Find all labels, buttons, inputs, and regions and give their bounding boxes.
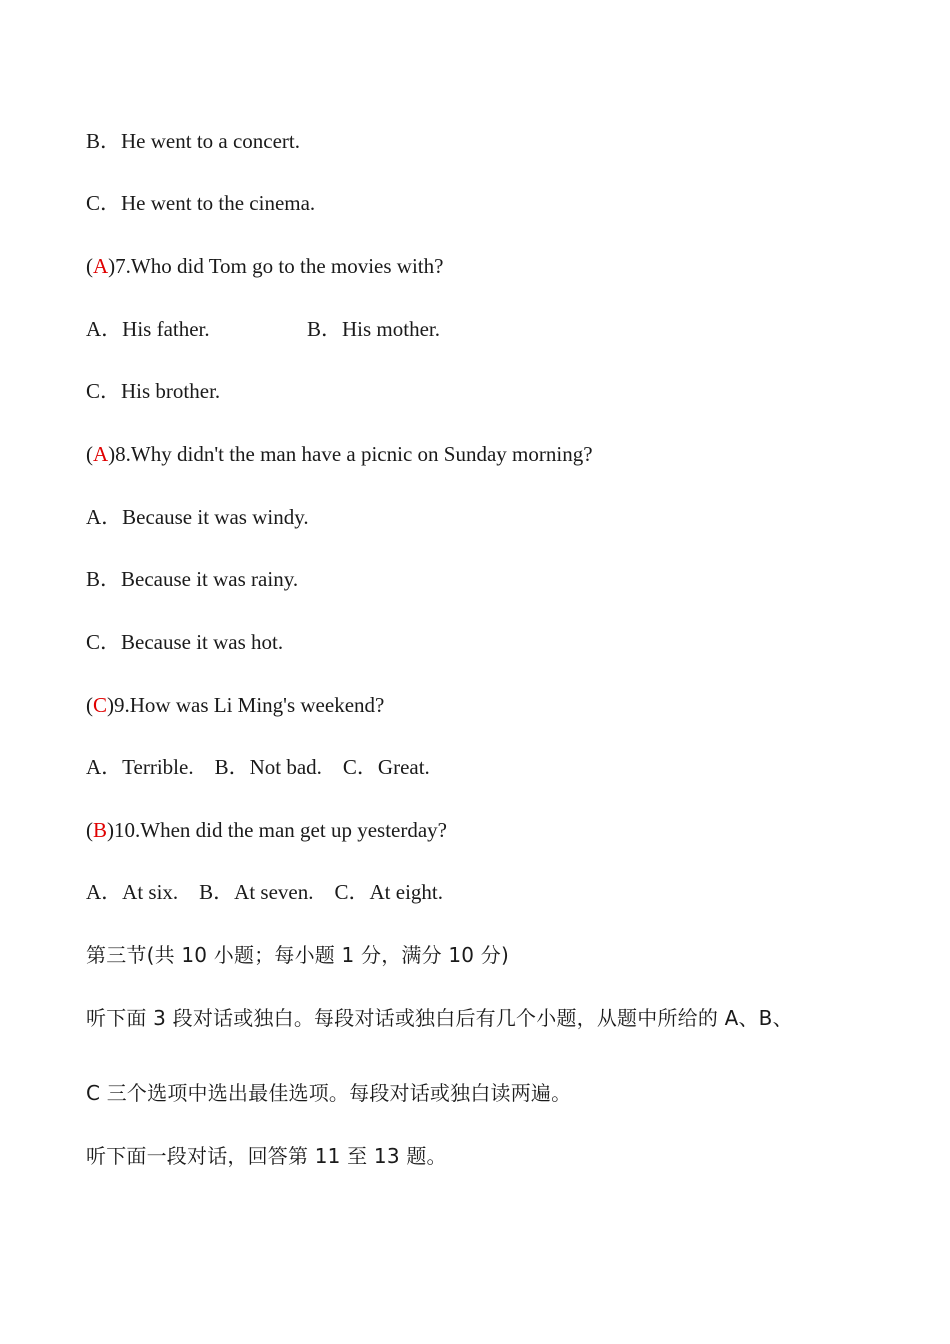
answer-7: A [93, 254, 109, 278]
q7-option-b: B．His mother. [307, 317, 441, 341]
paren-close: ) [107, 818, 115, 842]
question-8-stem: 8.Why didn't the man have a picnic on Sunday morning? [115, 442, 593, 466]
answer-8: A [93, 442, 109, 466]
paren-open: ( [86, 254, 93, 278]
section-instruction-line-2: C 三个选项中选出最佳选项。每段对话或独白读两遍。 [86, 1081, 572, 1105]
paren-close: ) [107, 693, 115, 717]
q9-options: A．Terrible. B．Not bad. C．Great. [86, 755, 430, 779]
q10-options: A．At six. B．At seven. C．At eight. [86, 880, 443, 904]
answer-9: C [93, 693, 108, 717]
q8-option-b: B．Because it was rainy. [86, 567, 299, 591]
section-instruction-line-1: 听下面 3 段对话或独白。每段对话或独白后有几个小题，从题中所给的 A、B、 [86, 1006, 793, 1030]
question-7 [86, 252, 443, 280]
question-10-stem: 10.When did the man get up yesterday? [114, 818, 447, 842]
question-8 [86, 440, 593, 468]
question-10 [86, 816, 447, 844]
q7-option-c: C．His brother. [86, 379, 221, 403]
question-9 [86, 691, 384, 719]
q8-option-a: A．Because it was windy. [86, 505, 309, 529]
section-heading: 第三节(共 10 小题；每小题 1 分，满分 10 分) [86, 943, 509, 967]
q8-option-c: C．Because it was hot. [86, 630, 284, 654]
option-b-q6: B．He went to a concert. [86, 129, 301, 153]
dialogue-prompt: 听下面一段对话，回答第 11 至 13 题。 [86, 1144, 447, 1168]
paren-open: ( [86, 693, 93, 717]
paren-open: ( [86, 818, 93, 842]
answer-10: B [93, 818, 108, 842]
q7-option-a: A．His father. [86, 317, 210, 341]
question-9-stem: 9.How was Li Ming's weekend? [114, 693, 385, 717]
paren-close: ) [108, 254, 116, 278]
paren-open: ( [86, 442, 93, 466]
question-7-stem: 7.Who did Tom go to the movies with? [115, 254, 444, 278]
option-c-q6: C．He went to the cinema. [86, 191, 316, 215]
paren-close: ) [108, 442, 116, 466]
q7-options-row [86, 315, 440, 343]
